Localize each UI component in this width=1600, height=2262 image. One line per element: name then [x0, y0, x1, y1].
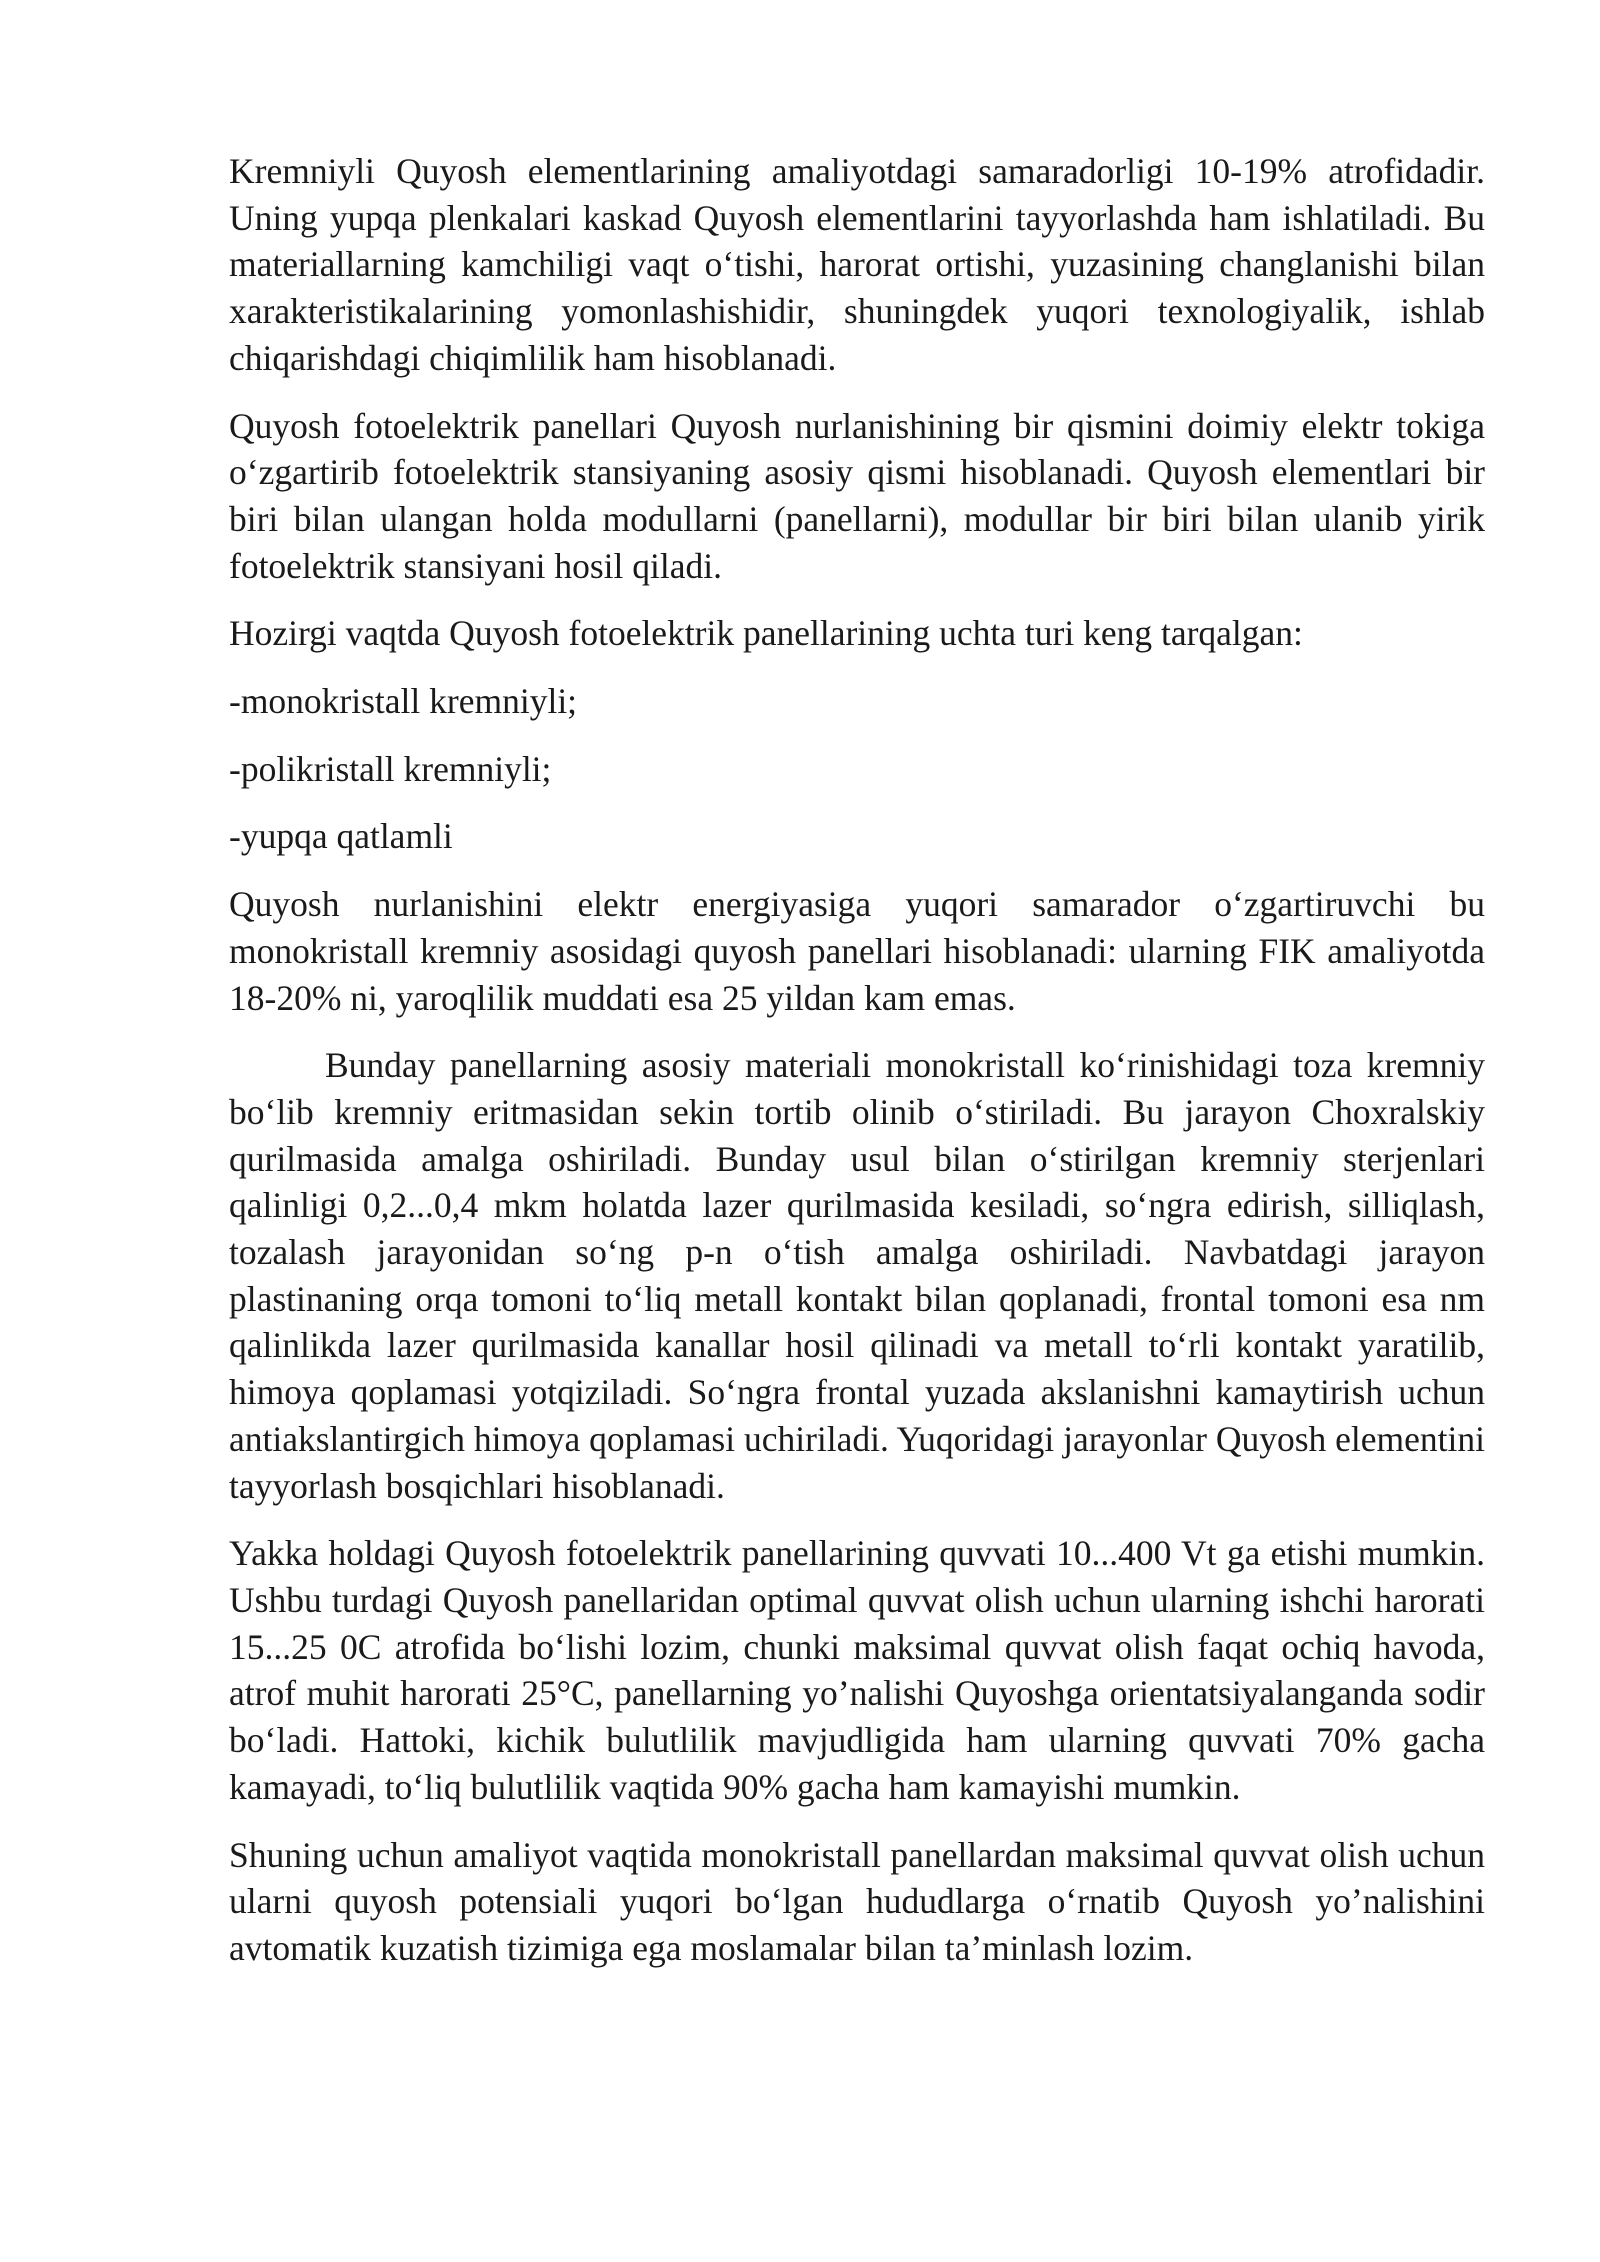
list-item-monocrystalline: -monokristall kremniyli; [229, 681, 578, 722]
paragraph-mono-efficiency: Quyosh nurlanishini elektr energiyasiga yuqori samarador o‘zgartiruvchi bu monokristall kremniy asosidagi quyosh panellari hisoblanadi: ularning FIK amaliyotda 18-20% ni, yaroqlilik muddati esa 25 yildan kam emas. [229, 884, 1485, 1018]
document-body [229, 148, 1485, 1993]
paragraph-conclusion: Shuning uchun amaliyot vaqtida monokristall panellardan maksimal quvvat olish uchun ularni quyosh potensiali yuqori bo‘lgan hududlarga o‘rnatib Quyosh yo’nalishini avtomatik kuzatish tizimiga ega moslamalar bilan ta’minlash lozim. [229, 1834, 1485, 1968]
paragraph-panel-power: Yakka holdagi Quyosh fotoelektrik panellarining quvvati 10...400 Vt ga etishi mumkin. Ushbu turdagi Quyosh panellaridan optimal quvvat olish uchun ularning ishchi harorati 15...25 0C atrofida bo‘lishi lozim, chunki maksimal quvvat olish faqat ochiq havoda, atrof muhit harorati 25°C, panellarning yo’nalishi Quyoshga orientatsiyalanganda sodir bo‘ladi. Hattoki, kichik bulutlilik mavjudligida ham ularning quvvati 70% gacha kamayadi, to‘liq bulutlilik vaqtida 90% gacha ham kamayishi mumkin. [229, 1533, 1485, 1807]
list-item-polycrystalline: -polikristall kremniyli; [229, 748, 552, 789]
paragraph-panel-types-intro: Hozirgi vaqtda Quyosh fotoelektrik panellarining uchta turi keng tarqalgan: [229, 613, 1303, 654]
list-item-thin-film: -yupqa qatlamli [229, 816, 453, 857]
paragraph-manufacturing-process: Bunday panellarning asosiy materiali monokristall ko‘rinishidagi toza kremniy bo‘lib kremniy eritmasidan sekin tortib olinib o‘stiriladi. Bu jarayon Choxralskiy qurilmasida amalga oshiriladi. Bunday usul bilan o‘stirilgan kremniy sterjenlari qalinligi 0,2...0,4 mkm holatda lazer qurilmasida kesiladi, so‘ngra edirish, silliqlash, tozalash jarayonidan so‘ng p-n o‘tish amalga oshiriladi. Navbatdagi jarayon plastinaning orqa tomoni to‘liq metall kontakt bilan qoplanadi, frontal tomoni esa nm qalinlikda lazer qurilmasida kanallar hosil qilinadi va metall to‘rli kontakt yaratilib, himoya qoplamasi yotqiziladi. So‘ngra frontal yuzada akslanishni kamaytirish uchun antiakslantirgich himoya qoplamasi uchiriladi. Yuqoridagi jarayonlar Quyosh elementini tayyorlash bosqichlari hisoblanadi. [229, 1045, 1486, 1506]
paragraph-silicon-efficiency: Kremniyli Quyosh elementlarining amaliyotdagi samaradorligi 10-19% atrofidadir. Uning yupqa plenkalari kaskad Quyosh elementlarini tayyorlashda ham ishlatiladi. Bu materiallarning kamchiligi vaqt o‘tishi, harorat ortishi, yuzasining changlanishi bilan xarakteristikalarining yomonlashishidir, shuningdek yuqori texnologiyalik, ishlab chiqarishdagi chiqimlilik ham hisoblanadi. [229, 151, 1485, 378]
paragraph-pv-panels: Quyosh fotoelektrik panellari Quyosh nurlanishining bir qismini doimiy elektr tokiga o‘zgartirib fotoelektrik stansiyaning asosiy qismi hisoblanadi. Quyosh elementlari bir biri bilan ulangan holda modullarni (panellarni), modullar bir biri bilan ulanib yirik fotoelektrik stansiyani hosil qiladi. [229, 405, 1485, 586]
